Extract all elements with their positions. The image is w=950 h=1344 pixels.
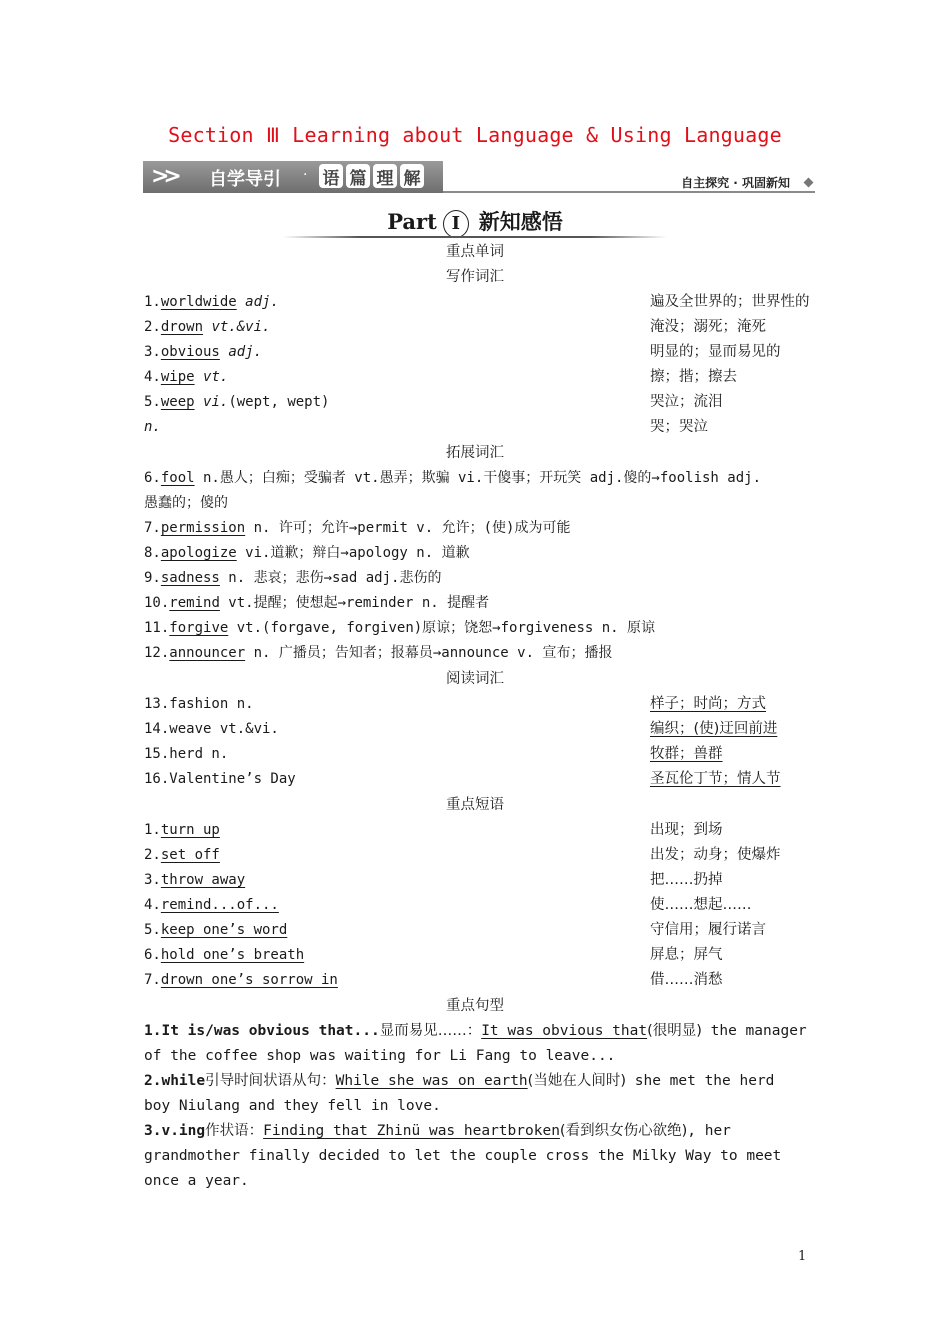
banner-subtitle: 自主探究 · 巩固新知 (681, 176, 790, 190)
section-banner (143, 161, 816, 197)
vocab-word: fool (160, 470, 195, 486)
banner-divider (443, 191, 815, 193)
list-item: 2.drown vt.&vi. 淹没；溺死；淹死 (144, 319, 766, 335)
heading-writing-vocab: 写作词汇 (446, 269, 504, 285)
phrase-meaning: 把……扔掉 (650, 872, 723, 888)
banner-dot: · (303, 167, 308, 183)
phrase-meaning: 使……想起…… (650, 897, 752, 913)
vocab-meaning: 圣瓦伦丁节；情人节 (650, 771, 781, 787)
banner-chip: 解 (400, 164, 424, 188)
vocab-word: forgive (169, 620, 229, 636)
vocab-word: apologize (160, 545, 237, 561)
list-item: 7.drown one’s sorrow in 借……消愁 (144, 972, 723, 988)
section-title: Section Ⅲ Learning about Language & Using Language (168, 123, 782, 147)
phrase-meaning: 出发；动身；使爆炸 (650, 847, 781, 863)
list-item: 12.announcer n. 广播员；告知者；报幕员→announce v. 宣布；播报 (144, 645, 613, 661)
phrase-text: set off (160, 847, 220, 863)
list-item: 7.permission n. 许可；允许→permit v. 允许；(使)成为可能 (144, 520, 571, 536)
phrase-text: remind...of... (160, 897, 279, 913)
vocab-word: obvious (160, 344, 220, 360)
example-sentence: Finding that Zhinü was heartbroken (263, 1123, 560, 1139)
list-item: 1.turn up 出现；到场 (144, 822, 723, 838)
part-roman-badge: I (443, 210, 469, 238)
vocab-word: announcer (169, 645, 246, 661)
vocab-meaning: 遍及全世界的；世界性的 (650, 294, 810, 310)
banner-label: 自学导引 (209, 169, 281, 190)
vocab-word: remind (169, 595, 220, 611)
list-item: 14.weave vt.&vi. 编织；(使)迂回前进 (144, 721, 778, 737)
diamond-icon (804, 178, 814, 188)
phrase-meaning: 借……消愁 (650, 972, 723, 988)
list-item: 2.set off 出发；动身；使爆炸 (144, 847, 781, 863)
list-item: 16.Valentine’s Day 圣瓦伦丁节；情人节 (144, 771, 781, 787)
vocab-word: drown (160, 319, 204, 335)
pattern-lead: 2.while (144, 1073, 206, 1089)
heading-reading-vocab: 阅读词汇 (446, 671, 504, 687)
heading-expand-vocab: 拓展词汇 (446, 445, 504, 461)
vocab-meaning: 编织；(使)迂回前进 (650, 721, 778, 737)
list-item: 5.weep vi.(wept, wept) 哭泣；流泪 (144, 394, 723, 410)
part-cn-title: 新知感悟 (478, 210, 563, 234)
double-chevron-icon: >> (151, 164, 176, 189)
vocab-meaning: 擦；揩；擦去 (650, 369, 737, 385)
heading-key-words: 重点单词 (446, 244, 504, 260)
phrase-text: turn up (160, 822, 220, 838)
list-item: 3.obvious adj. 明显的；显而易见的 (144, 344, 781, 360)
vocab-word: worldwide (160, 294, 237, 310)
phrase-meaning: 守信用；履行诺言 (650, 922, 766, 938)
part-heading (283, 206, 667, 238)
phrase-meaning: 屏息；屏气 (650, 947, 723, 963)
list-item: 13.fashion n. 样子；时尚；方式 (144, 696, 766, 712)
part-word: Part (387, 209, 437, 234)
phrase-text: drown one’s sorrow in (160, 972, 338, 988)
vocab-meaning: 牧群；兽群 (650, 746, 723, 762)
list-item: 9.sadness n. 悲哀；悲伤→sad adj.悲伤的 (144, 570, 442, 586)
list-item: 10.remind vt.提醒；使想起→reminder n. 提醒者 (144, 595, 490, 611)
list-item-continuation: 愚蠢的；傻的 (144, 495, 228, 511)
example-sentence: While she was on earth (335, 1073, 528, 1089)
vocab-word: wipe (160, 369, 195, 385)
sentence-pattern: 2.while引导时间状语从句：While she was on earth(当她在人间时) she met the herd boy Niulang and they fell in love. (144, 1073, 775, 1115)
vocab-word: permission (160, 520, 246, 536)
pattern-lead: 1.It is/was obvious that... (144, 1023, 380, 1039)
vocab-word: weep (160, 394, 195, 410)
vocab-meaning: 哭泣；流泪 (650, 394, 723, 410)
banner-chip: 理 (373, 164, 397, 188)
page-number: 1 (798, 1249, 807, 1264)
list-item: 11.forgive vt.(forgave, forgiven)原谅；饶恕→forgiveness n. 原谅 (144, 620, 656, 636)
list-item: 6.hold one’s breath 屏息；屏气 (144, 947, 723, 963)
sentence-pattern: 3.v.ing作状语：Finding that Zhinü was heartbroken(看到织女伤心欲绝), her grandmother finally decided to let the couple cross the Milky Way to meet once a year. (144, 1123, 782, 1190)
vocab-meaning: 哭；哭泣 (650, 419, 708, 435)
list-item: 1.worldwide adj. 遍及全世界的；世界性的 (144, 294, 810, 310)
list-item: 8.apologize vi.道歉；辩白→apology n. 道歉 (144, 545, 470, 561)
vocab-meaning: 淹没；溺死；淹死 (650, 319, 766, 335)
pattern-lead: 3.v.ing (144, 1123, 206, 1139)
list-item: 15.herd n. 牧群；兽群 (144, 746, 723, 762)
phrase-text: keep one’s word (160, 922, 288, 938)
vocab-meaning: 明显的；显而易见的 (650, 344, 781, 360)
banner-chips (319, 164, 424, 188)
banner-chip: 语 (319, 164, 343, 188)
phrase-text: throw away (160, 872, 246, 888)
banner-chip: 篇 (346, 164, 370, 188)
vocab-meaning: 样子；时尚；方式 (650, 696, 766, 712)
list-item: 6.fool n.愚人；白痴；受骗者 vt.愚弄；欺骗 vi.干傻事；开玩笑 adj.傻的→foolish adj. (144, 470, 762, 486)
vocab-word: sadness (160, 570, 220, 586)
list-item: n. 哭；哭泣 (144, 419, 708, 435)
phrase-text: hold one’s breath (160, 947, 305, 963)
part-divider (283, 236, 667, 238)
phrase-meaning: 出现；到场 (650, 822, 723, 838)
heading-key-phrases: 重点短语 (446, 797, 504, 813)
list-item: 4.wipe vt. 擦；揩；擦去 (144, 369, 737, 385)
list-item: 5.keep one’s word 守信用；履行诺言 (144, 922, 766, 938)
list-item: 4.remind...of... 使……想起…… (144, 897, 752, 913)
heading-key-sentences: 重点句型 (446, 998, 504, 1014)
list-item: 3.throw away 把……扔掉 (144, 872, 723, 888)
example-sentence: It was obvious that (481, 1023, 648, 1039)
sentence-pattern: 1.It is/was obvious that...显而易见……：It was obvious that(很明显) the manager of the coffee shop was waiting for Li Fang to leave... (144, 1023, 807, 1065)
